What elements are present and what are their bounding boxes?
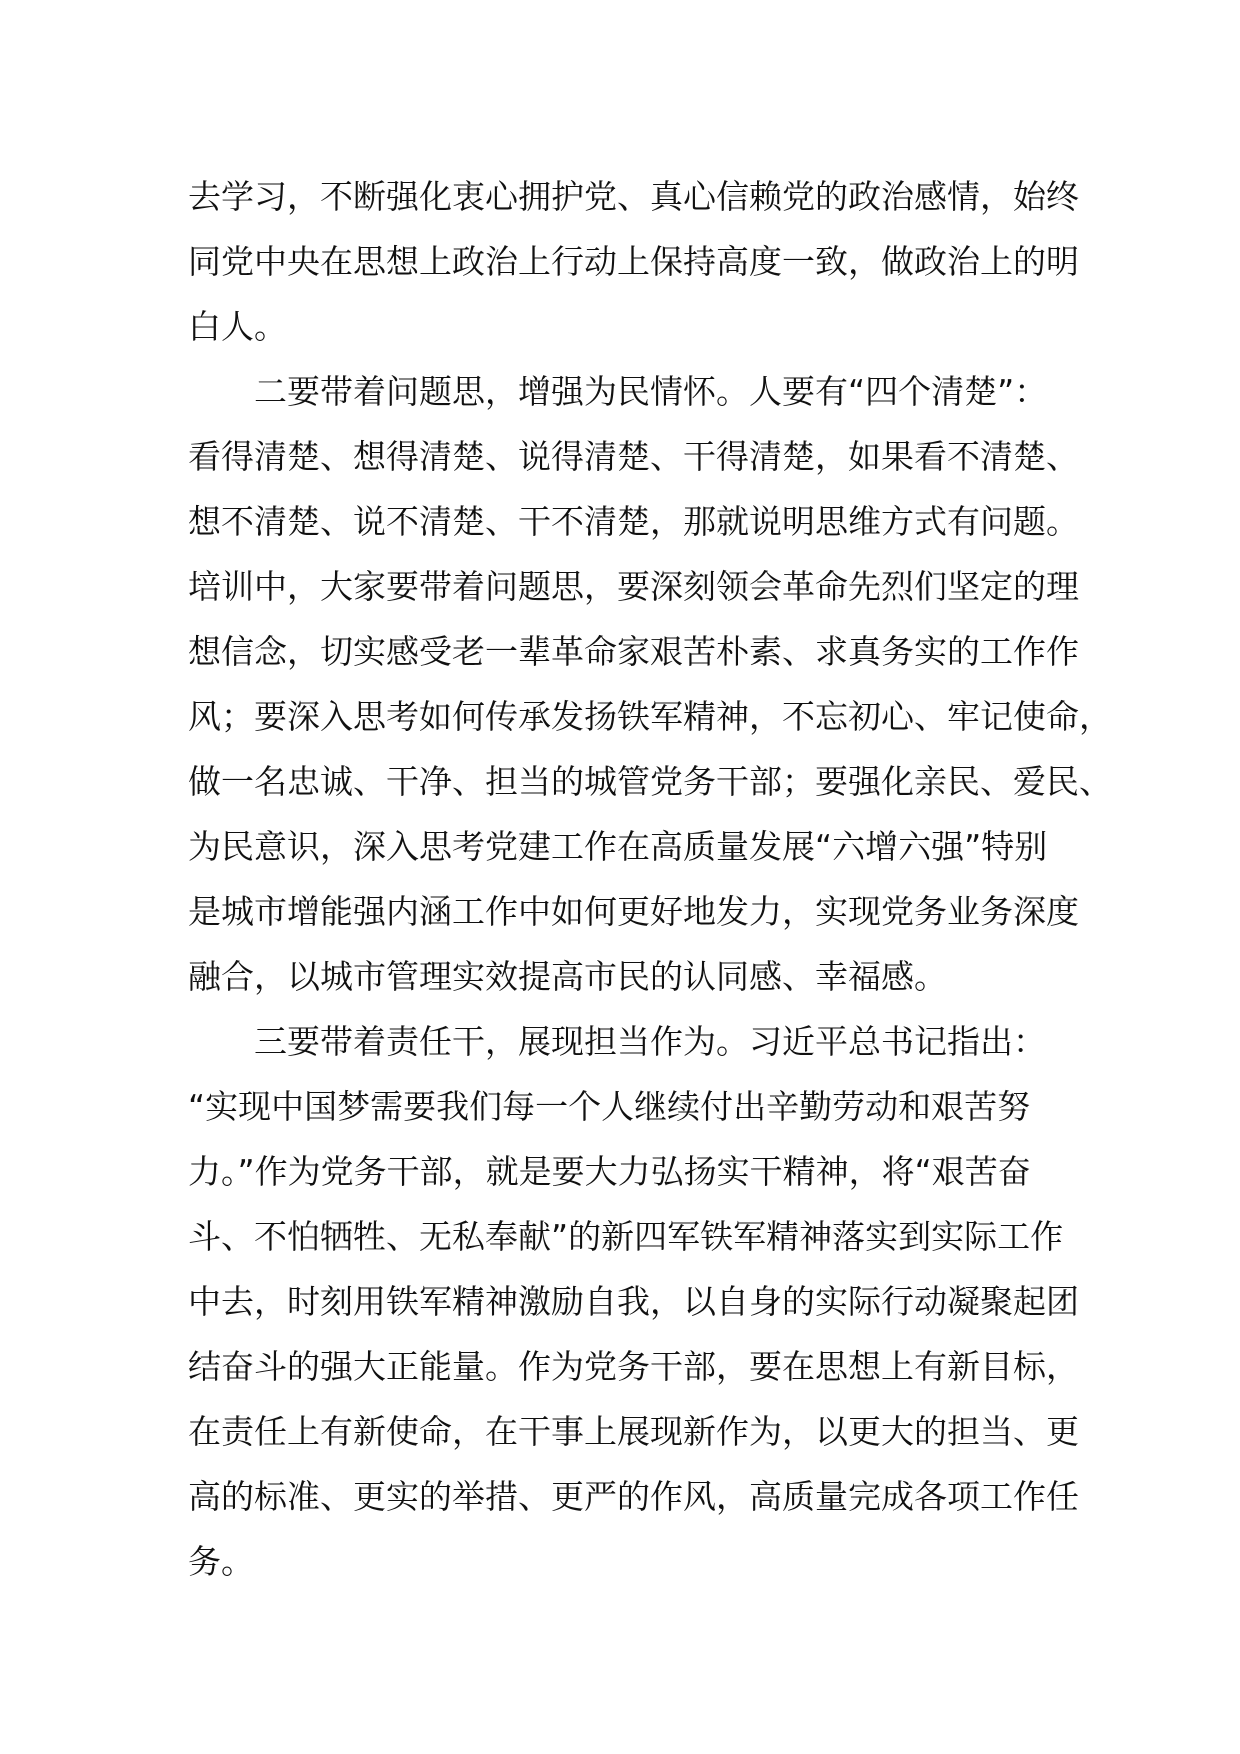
text-line: 斗、不怕牺牲、无私奉献”的新四军铁军精神落实到实际工作	[188, 1217, 1064, 1256]
paragraph-first-line: 三要带着责任干，展现担当作为。习近平总书记指出：	[254, 1022, 1046, 1061]
text-line: 结奋斗的强大正能量。作为党务干部，要在思想上有新目标，	[188, 1347, 1079, 1386]
text-line: 同党中央在思想上政治上行动上保持高度一致，做政治上的明	[188, 242, 1079, 281]
text-line: 为民意识，深入思考党建工作在高质量发展“六增六强”特别	[188, 827, 1048, 866]
text-line: 高的标准、更实的举措、更严的作风，高质量完成各项工作任	[188, 1477, 1079, 1516]
text-line: 中去，时刻用铁军精神激励自我，以自身的实际行动凝聚起团	[188, 1282, 1079, 1321]
text-line: 力。”作为党务干部，就是要大力弘扬实干精神，将“艰苦奋	[188, 1152, 1031, 1191]
text-line: 务。	[188, 1542, 254, 1581]
text-line: 做一名忠诚、干净、担当的城管党务干部；要强化亲民、爱民、	[188, 762, 1112, 801]
text-line: 培训中，大家要带着问题思，要深刻领会革命先烈们坚定的理	[188, 567, 1079, 606]
text-line: 看得清楚、想得清楚、说得清楚、干得清楚，如果看不清楚、	[188, 437, 1079, 476]
text-line: 在责任上有新使命，在干事上展现新作为，以更大的担当、更	[188, 1412, 1079, 1451]
text-line: 风；要深入思考如何传承发扬铁军精神，不忘初心、牢记使命，	[188, 697, 1112, 736]
paragraph-first-line: 二要带着问题思，增强为民情怀。人要有“四个清楚”：	[254, 372, 1048, 411]
text-line: 白人。	[188, 307, 287, 346]
text-line: 想信念，切实感受老一辈革命家艰苦朴素、求真务实的工作作	[188, 632, 1079, 671]
text-line: 融合，以城市管理实效提高市民的认同感、幸福感。	[188, 957, 947, 996]
text-line: “实现中国梦需要我们每一个人继续付出辛勤劳动和艰苦努	[188, 1087, 1031, 1126]
text-line: 去学习，不断强化衷心拥护党、真心信赖党的政治感情，始终	[188, 177, 1079, 216]
text-line: 是城市增能强内涵工作中如何更好地发力，实现党务业务深度	[188, 892, 1079, 931]
text-line: 想不清楚、说不清楚、干不清楚，那就说明思维方式有问题。	[188, 502, 1079, 541]
document-body	[188, 164, 1112, 1594]
